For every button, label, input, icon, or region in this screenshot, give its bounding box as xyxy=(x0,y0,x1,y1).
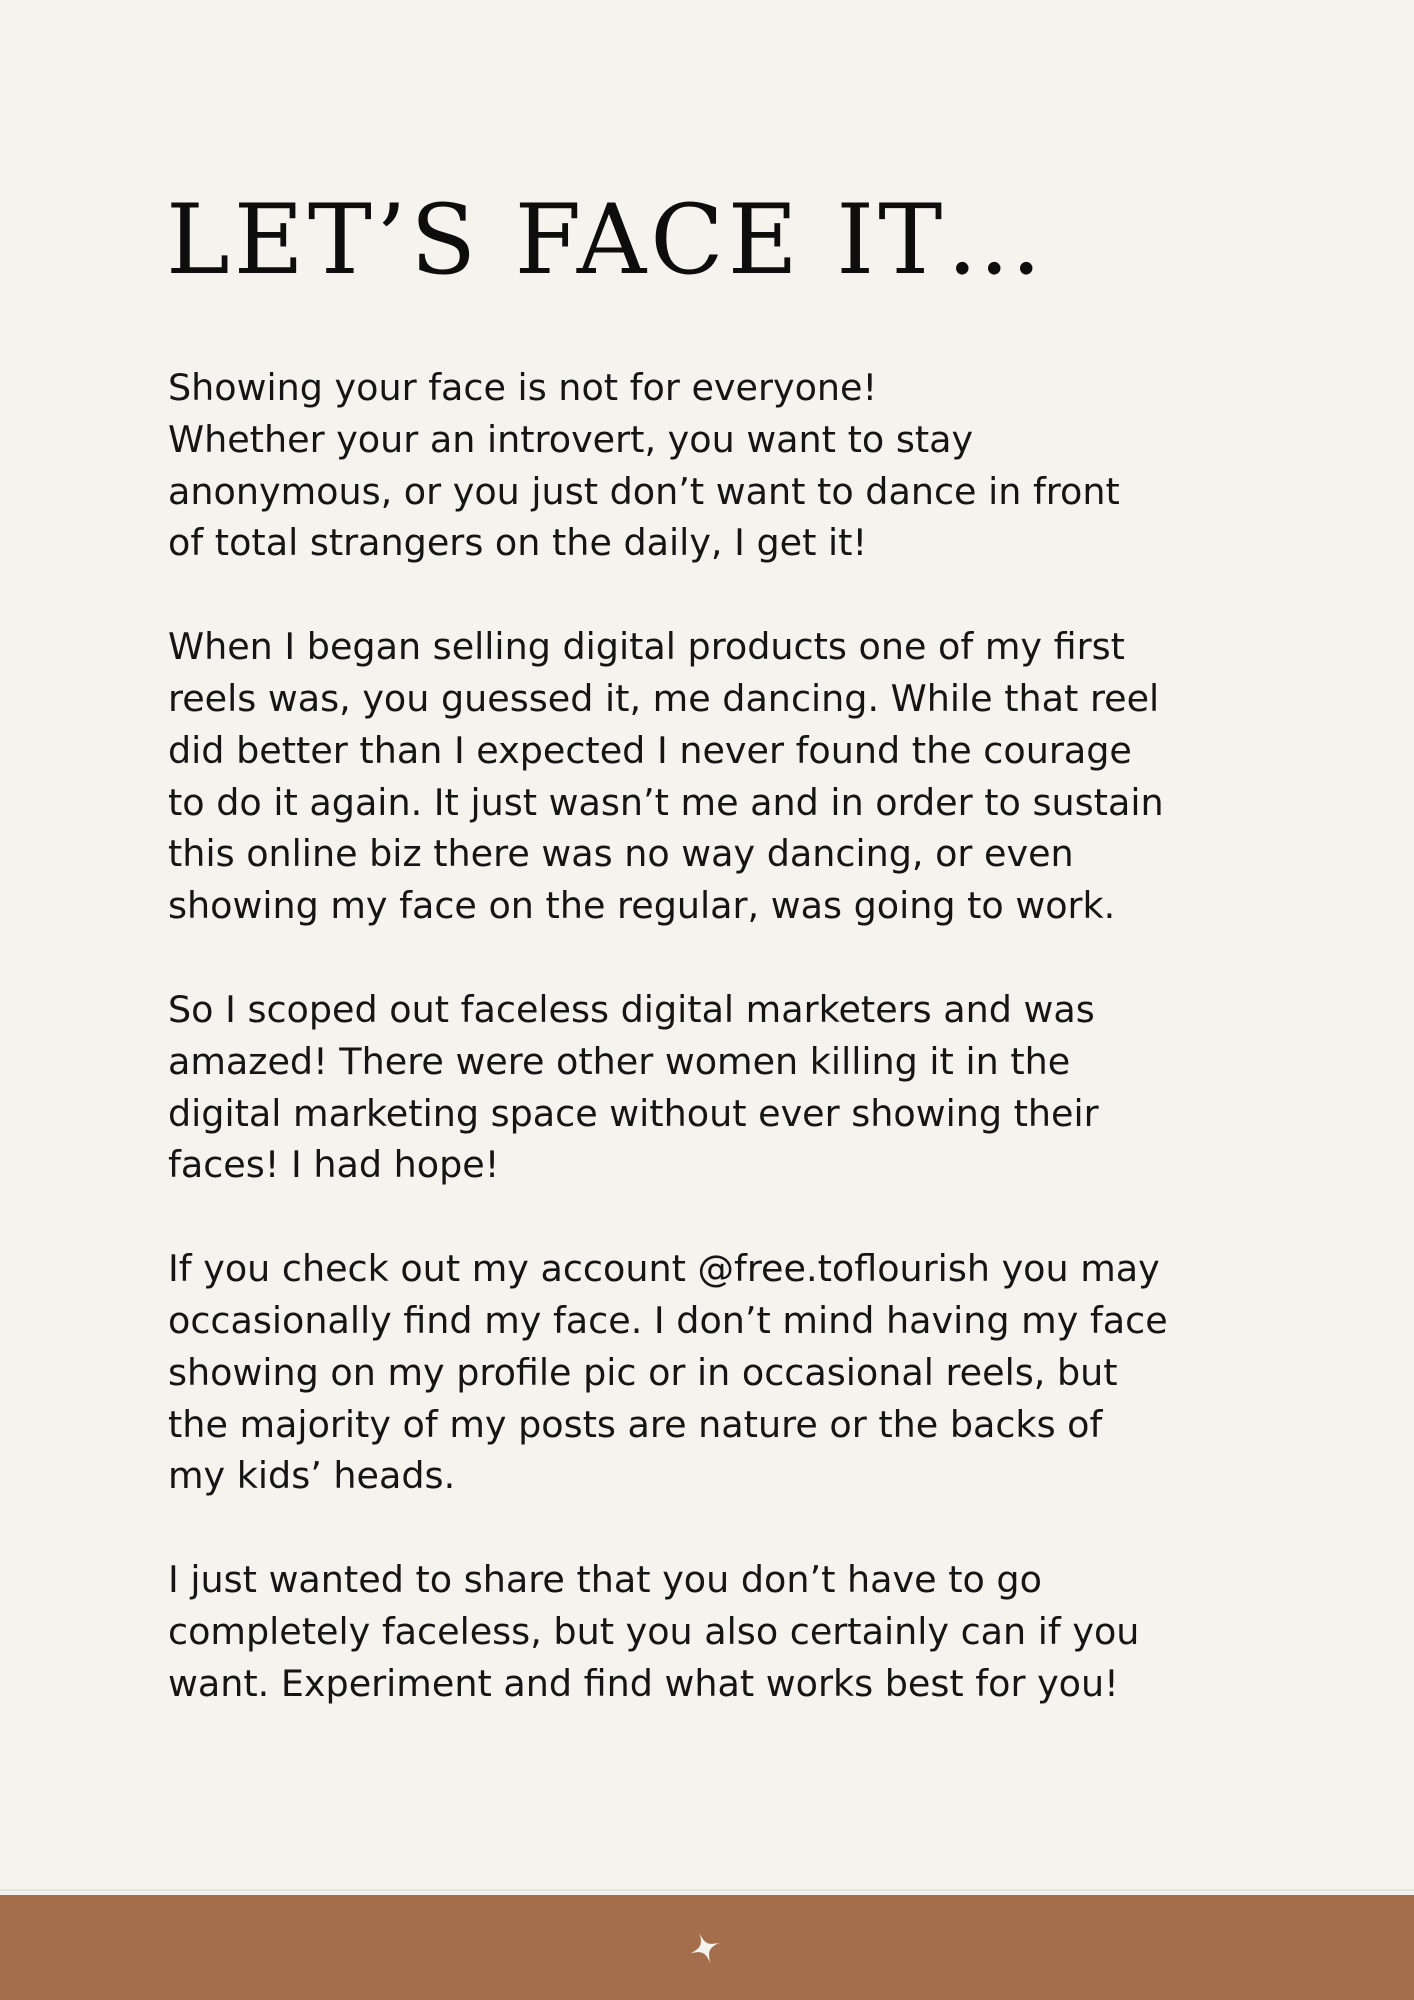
text-line: this online biz there was no way dancing, or even xyxy=(168,832,1074,876)
text-line: So I scoped out faceless digital marketers and was xyxy=(168,987,1095,1031)
text-line: anonymous, or you just don’t want to dance in front xyxy=(168,469,1120,513)
text-line: the majority of my posts are nature or the backs of xyxy=(168,1402,1103,1446)
text-line: faces! I had hope! xyxy=(168,1143,500,1187)
text-line: Showing your face is not for everyone! xyxy=(168,366,878,409)
text-line: amazed! There were other women killing it in the xyxy=(168,1039,1071,1083)
sparkle-icon xyxy=(687,1930,723,1966)
paragraph-conclusion xyxy=(168,1554,1208,1709)
body-text xyxy=(168,362,1208,1762)
text-line: Whether your an introvert, you want to stay xyxy=(168,417,974,461)
text-line: If you check out my account @free.toflourish you may xyxy=(168,1247,1160,1291)
text-line: showing my face on the regular, was going to work. xyxy=(168,884,1116,928)
text-line: of total strangers on the daily, I get it! xyxy=(168,521,868,565)
text-line: digital marketing space without ever showing their xyxy=(168,1091,1099,1135)
text-line: my kids’ heads. xyxy=(168,1454,456,1498)
page-title: LET’S FACE IT… xyxy=(166,184,1047,296)
text-line: did better than I expected I never found the courage xyxy=(168,728,1132,772)
paragraph-intro xyxy=(168,362,1208,569)
text-line: want. Experiment and find what works best for you! xyxy=(168,1661,1119,1705)
paragraph-account xyxy=(168,1243,1208,1502)
text-line: occasionally find my face. I don’t mind having my face xyxy=(168,1298,1168,1342)
footer-divider xyxy=(0,1889,1414,1891)
text-line: When I began selling digital products one of my first xyxy=(168,625,1125,669)
text-line: showing on my profile pic or in occasional reels, but xyxy=(168,1350,1118,1394)
paragraph-discovery xyxy=(168,984,1208,1191)
text-line: completely faceless, but you also certainly can if you xyxy=(168,1609,1140,1653)
text-line: to do it again. It just wasn’t me and in order to sustain xyxy=(168,780,1164,824)
text-line: reels was, you guessed it, me dancing. While that reel xyxy=(168,676,1160,720)
text-line: I just wanted to share that you don’t have to go xyxy=(168,1558,1042,1602)
paragraph-story xyxy=(168,621,1208,932)
